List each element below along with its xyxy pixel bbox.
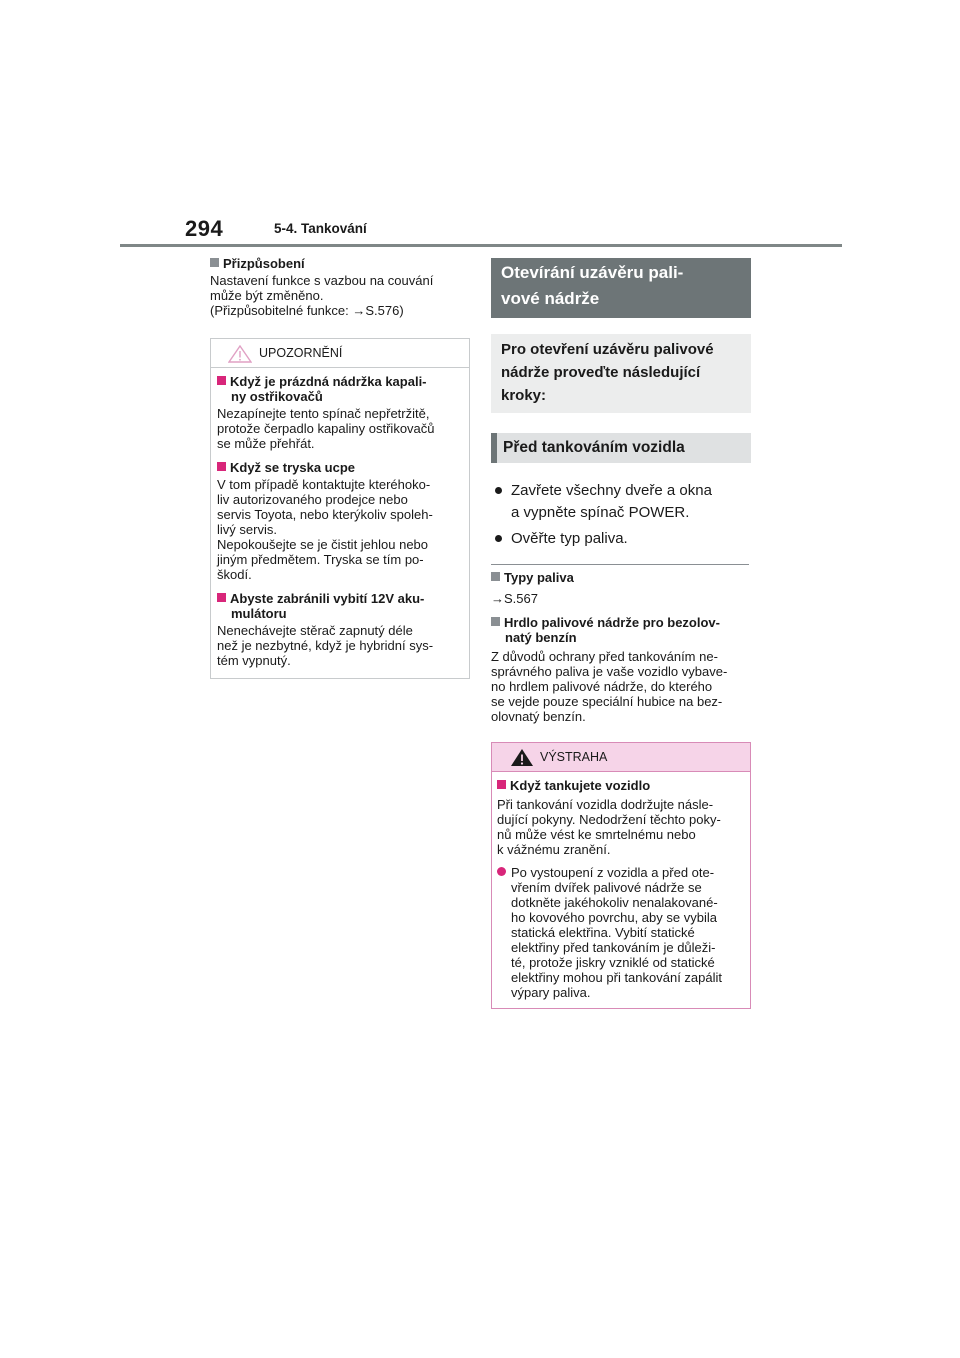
text-line: no hrdlem palivové nádrže, do kterého bbox=[491, 679, 713, 694]
square-bullet-icon bbox=[217, 593, 226, 602]
text-line-link[interactable]: (Přizpůsobitelné funkce: →S.576) bbox=[210, 303, 404, 318]
left-column bbox=[210, 256, 472, 679]
text-line: Nenechávejte stěrač zapnutý déle bbox=[217, 623, 413, 638]
caution-item-text bbox=[217, 406, 463, 451]
caution-item-title bbox=[217, 460, 463, 475]
title-line: Abyste zabránili vybití 12V aku- bbox=[230, 591, 425, 606]
step-item bbox=[491, 528, 753, 550]
square-bullet-icon bbox=[491, 617, 500, 626]
text-line: Po vystoupení z vozidla a před ote- bbox=[511, 865, 715, 880]
warning-title-text: Když tankujete vozidlo bbox=[510, 778, 651, 793]
caution-header bbox=[211, 339, 469, 368]
text-line: V tom případě kontaktujte kteréhoko- bbox=[217, 477, 431, 492]
fuel-types-heading bbox=[491, 570, 753, 585]
warning-box bbox=[491, 742, 751, 1009]
step-list bbox=[491, 480, 753, 550]
text-line: vřením dvířek palivové nádrže se bbox=[511, 880, 702, 895]
warning-body bbox=[492, 772, 750, 1008]
title-line: Když se tryska ucpe bbox=[230, 460, 356, 475]
intro-line: kroky: bbox=[501, 387, 547, 404]
caution-item bbox=[217, 591, 463, 668]
intro-box bbox=[491, 334, 751, 413]
warning-label: VÝSTRAHA bbox=[540, 750, 608, 764]
title-line: vové nádrže bbox=[501, 289, 600, 308]
text-line: servis Toyota, nebo kterýkoliv spoleh- bbox=[217, 507, 433, 522]
text-line: protože čerpadlo kapaliny ostřikovačů bbox=[217, 421, 435, 436]
caution-label: UPOZORNĚNÍ bbox=[259, 346, 343, 360]
caution-item-title bbox=[217, 374, 463, 404]
text-line: elektřiny před tankováním je důleži- bbox=[511, 940, 716, 955]
header-rule bbox=[120, 244, 842, 247]
text-line: než je nezbytné, když je hybridní sys- bbox=[217, 638, 434, 653]
title-line: natý benzín bbox=[505, 630, 577, 645]
text-line: Nepokoušejte se je čistit jehlou nebo bbox=[217, 537, 429, 552]
title-line: mulátoru bbox=[231, 606, 287, 621]
text-line: Nezapínejte tento spínač nepřetržitě, bbox=[217, 406, 430, 421]
text-line: dující pokyny. Nedodržení těchto poky- bbox=[497, 812, 721, 827]
filler-neck-text bbox=[491, 649, 753, 724]
caution-triangle-icon bbox=[228, 345, 252, 363]
chapter-heading: 5-4. Tankování bbox=[274, 221, 367, 236]
title-line: Když je prázdná nádržka kapali- bbox=[230, 374, 427, 389]
title-line: ny ostřikovačů bbox=[231, 389, 323, 404]
subsection-heading bbox=[491, 433, 751, 463]
text-line: elektřiny mohou při tankování zapálit bbox=[511, 970, 723, 985]
warning-text bbox=[497, 797, 745, 857]
fuel-types-title: Typy paliva bbox=[504, 570, 574, 585]
caution-item bbox=[217, 460, 463, 582]
caution-body bbox=[211, 368, 469, 678]
warning-point bbox=[497, 865, 745, 1000]
intro-line: Pro otevření uzávěru palivové bbox=[501, 341, 714, 358]
square-bullet-icon bbox=[217, 376, 226, 385]
intro-line: nádrže proveďte následující bbox=[501, 364, 701, 381]
customization-heading bbox=[210, 256, 472, 271]
text-line: Z důvodů ochrany před tankováním ne- bbox=[491, 649, 718, 664]
caution-item-text bbox=[217, 477, 463, 582]
subsection-label: Před tankováním vozidla bbox=[503, 439, 685, 456]
text-line: výpary paliva. bbox=[511, 985, 591, 1000]
text-line: olovnatý benzín. bbox=[491, 709, 586, 724]
text-line: ho kovového povrchu, aby se vybila bbox=[511, 910, 717, 925]
text-line: Nastavení funkce s vazbou na couvání bbox=[210, 273, 434, 288]
text-line: té, protože jiskry vzniklé od statické bbox=[511, 955, 715, 970]
step-line: Zavřete všechny dveře a okna bbox=[511, 482, 712, 499]
text-line: může být změněno. bbox=[210, 288, 324, 303]
text-line: Při tankování vozidla dodržujte násle- bbox=[497, 797, 714, 812]
text-line: statická elektřina. Vybití statické bbox=[511, 925, 695, 940]
title-line: Hrdlo palivové nádrže pro bezolov- bbox=[504, 615, 720, 630]
caution-item bbox=[217, 374, 463, 451]
text-line: škodí. bbox=[217, 567, 252, 582]
square-bullet-icon bbox=[497, 780, 506, 789]
caution-item-title bbox=[217, 591, 463, 621]
text-line: jiným předmětem. Tryska se tím po- bbox=[217, 552, 424, 567]
page-number: 294 bbox=[185, 216, 224, 241]
text-line: dotkněte jakéhokoliv nenalakované- bbox=[511, 895, 718, 910]
filler-neck-block bbox=[491, 615, 753, 724]
section-divider bbox=[491, 564, 749, 565]
warning-title bbox=[497, 778, 745, 793]
customization-text bbox=[210, 273, 472, 318]
warning-triangle-icon bbox=[510, 748, 534, 767]
text-line: livý servis. bbox=[217, 522, 277, 537]
fuel-types-link[interactable]: →S.567 bbox=[491, 591, 538, 606]
step-line: Ověřte typ paliva. bbox=[511, 530, 628, 547]
text-line: tém vypnutý. bbox=[217, 653, 291, 668]
caution-item-text bbox=[217, 623, 463, 668]
fuel-types-block bbox=[491, 570, 753, 606]
heading-accent bbox=[491, 433, 497, 463]
text-line: k vážnému zranění. bbox=[497, 842, 611, 857]
text-line: se vejde pouze speciální hubice na bez- bbox=[491, 694, 723, 709]
round-bullet-icon bbox=[497, 867, 506, 876]
section-title bbox=[491, 258, 751, 318]
right-column bbox=[491, 258, 753, 1009]
warning-header bbox=[492, 743, 750, 772]
square-bullet-icon bbox=[217, 462, 226, 471]
caution-box bbox=[210, 338, 470, 679]
text-line: správného paliva je vaše vozidlo vybave- bbox=[491, 664, 728, 679]
square-bullet-icon bbox=[491, 572, 500, 581]
text-line: liv autorizovaného prodejce nebo bbox=[217, 492, 408, 507]
text-line: se může přehřát. bbox=[217, 436, 315, 451]
step-line: a vypněte spínač POWER. bbox=[511, 504, 690, 521]
customization-title: Přizpůsobení bbox=[223, 256, 305, 271]
square-bullet-icon bbox=[210, 258, 219, 267]
filler-neck-heading bbox=[491, 615, 753, 645]
step-item bbox=[491, 480, 753, 524]
text-line: nů může vést ke smrtelnému nebo bbox=[497, 827, 696, 842]
title-line: Otevírání uzávěru pali- bbox=[501, 263, 684, 282]
